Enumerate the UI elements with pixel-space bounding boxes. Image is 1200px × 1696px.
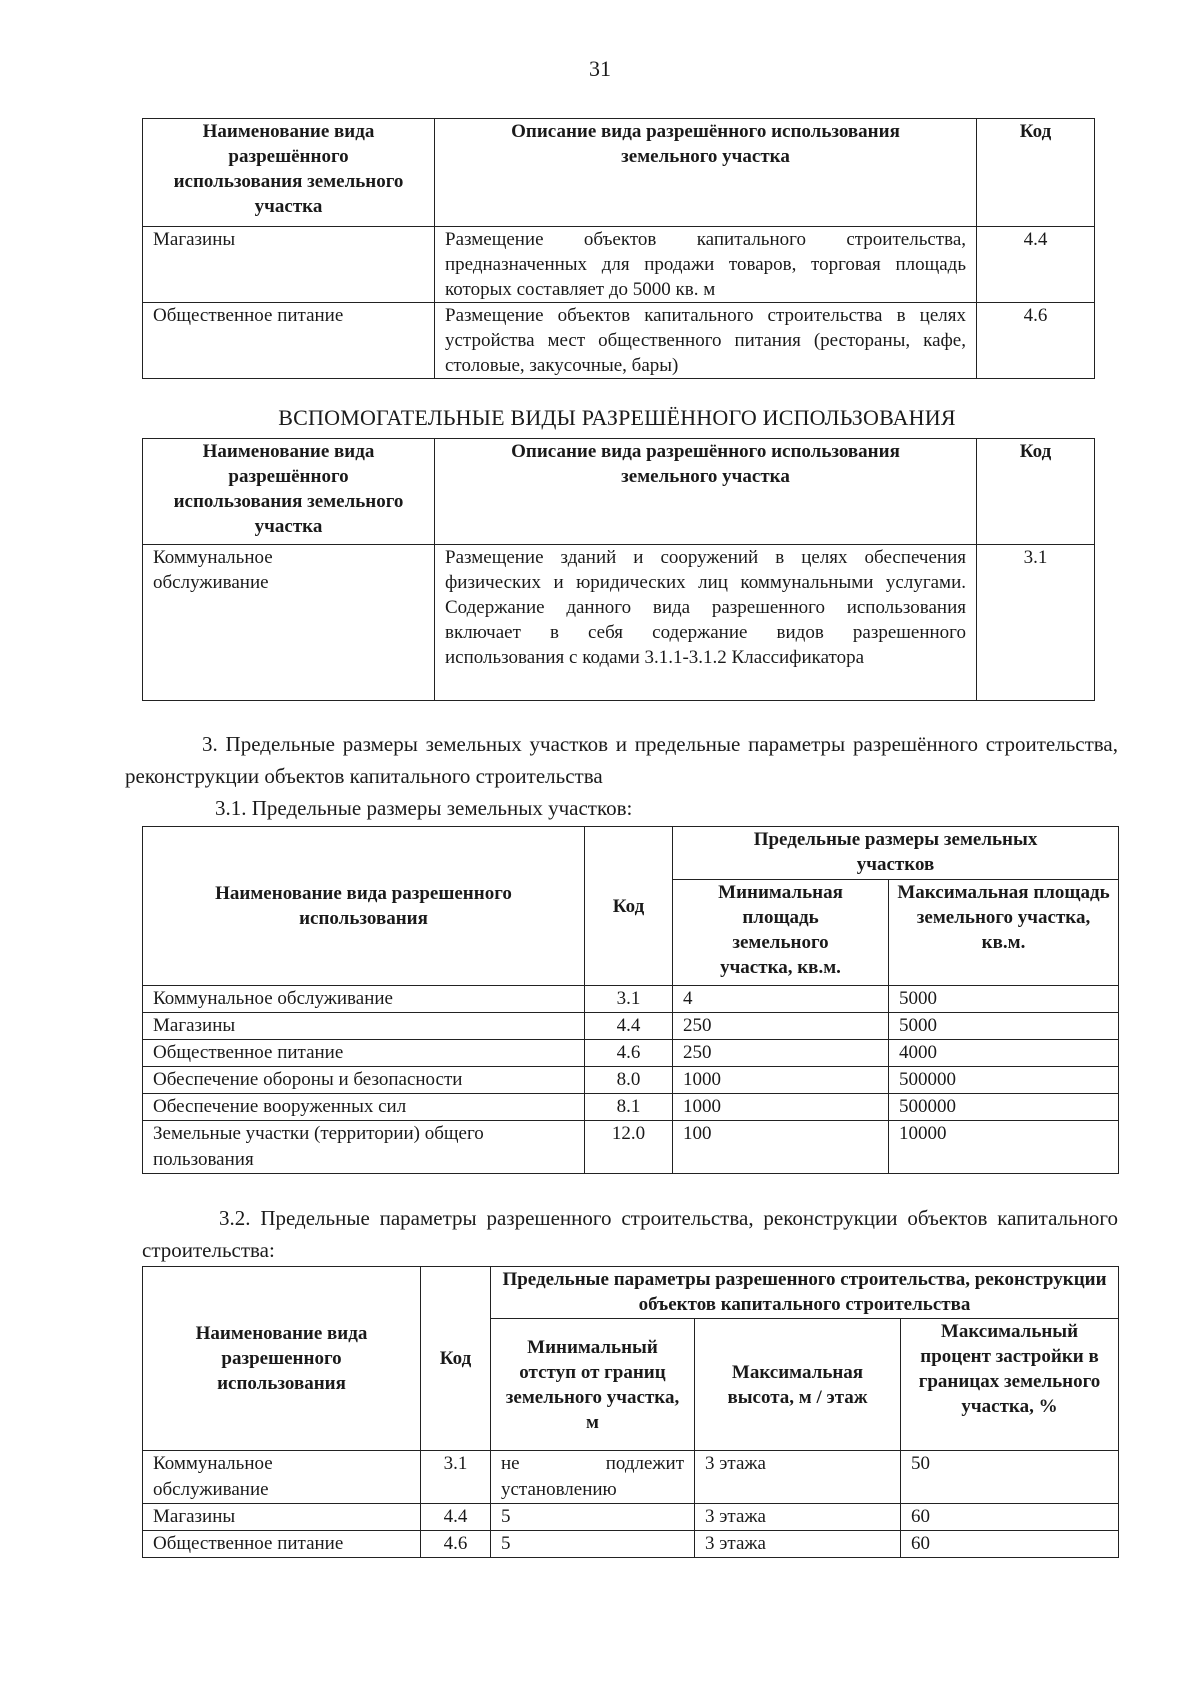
header-name: Наименование вида разрешённого использования земельного участка (143, 439, 435, 545)
row-code: 4.6 (421, 1531, 491, 1558)
auxiliary-uses-heading: ВСПОМОГАТЕЛЬНЫЕ ВИДЫ РАЗРЕШЁННОГО ИСПОЛЬЗОВАНИЯ (278, 405, 956, 430)
row-max-height: 3 этажа (695, 1451, 901, 1504)
header-description: Описание вида разрешённого использования земельного участка (435, 119, 977, 227)
table-header-row (143, 1267, 1119, 1319)
row-max-coverage: 50 (901, 1451, 1119, 1504)
page-number: 31 (589, 56, 611, 81)
header-name: Наименование вида разрешенного использования (143, 1267, 421, 1451)
row-min-area: 1000 (673, 1094, 889, 1121)
row-min-area: 250 (673, 1040, 889, 1067)
row-name: Коммунальное обслуживание (143, 545, 435, 701)
row-max-area: 5000 (889, 986, 1119, 1013)
table-row (143, 303, 1095, 379)
table-row (143, 1013, 1119, 1040)
row-name: Общественное питание (143, 303, 435, 379)
header-min-area: Минимальная площадь земельного участка, кв.м. (673, 880, 889, 986)
row-description: Размещение объектов капитального строительства в целях устройства мест общественного питания (рестораны, кафе, столовые, закусочные, бары) (435, 303, 977, 379)
row-code: 12.0 (585, 1121, 673, 1174)
row-description: Размещение объектов капитального строительства, предназначенных для продажи товаров, торговая площадь которых составляет до 5000 кв. м (435, 227, 977, 303)
header-size-group: Предельные размеры земельных участков (673, 827, 1119, 880)
row-min-area: 4 (673, 986, 889, 1013)
table-row (143, 1121, 1119, 1174)
row-name: Магазины (143, 1013, 585, 1040)
row-code: 4.4 (585, 1013, 673, 1040)
section-3-1-text: 3.1. Предельные размеры земельных участков: (215, 796, 633, 820)
row-code: 3.1 (977, 545, 1095, 701)
row-name: Магазины (143, 1504, 421, 1531)
section-3-text: 3. Предельные размеры земельных участков и предельные параметры разрешённого строительства, реконструкции объектов капитального строительства (125, 732, 1118, 788)
table-row (143, 1451, 1119, 1504)
row-max-height: 3 этажа (695, 1504, 901, 1531)
row-max-area: 4000 (889, 1040, 1119, 1067)
header-code: Код (977, 119, 1095, 227)
row-name: Коммунальное обслуживание (143, 986, 585, 1013)
row-min-area: 100 (673, 1121, 889, 1174)
row-max-area: 500000 (889, 1067, 1119, 1094)
row-name: Обеспечение вооруженных сил (143, 1094, 585, 1121)
row-code: 8.1 (585, 1094, 673, 1121)
table-row (143, 1040, 1119, 1067)
row-min-area: 1000 (673, 1067, 889, 1094)
row-code: 8.0 (585, 1067, 673, 1094)
table-row (143, 1531, 1119, 1558)
table-header-row (143, 439, 1095, 545)
row-code: 3.1 (421, 1451, 491, 1504)
row-max-coverage: 60 (901, 1504, 1119, 1531)
section-3-2-text: 3.2. Предельные параметры разрешенного строительства, реконструкции объектов капитального строительства: (142, 1206, 1118, 1262)
table-row (143, 986, 1119, 1013)
plot-sizes-table (142, 826, 1119, 1174)
row-max-area: 10000 (889, 1121, 1119, 1174)
row-setback: 5 (491, 1504, 695, 1531)
row-code: 4.6 (977, 303, 1095, 379)
row-max-height: 3 этажа (695, 1531, 901, 1558)
construction-params-table (142, 1266, 1119, 1558)
row-code: 3.1 (585, 986, 673, 1013)
table-row (143, 1094, 1119, 1121)
row-description: Размещение зданий и сооружений в целях обеспечения физических и юридических лиц коммунальными услугами. Содержание данного вида разрешенного использования включает в себя содержание видов разрешенного использования с кодами 3.1.1-3.1.2 Классификатора (435, 545, 977, 701)
row-code: 4.4 (421, 1504, 491, 1531)
row-name: Магазины (143, 227, 435, 303)
header-setback: Минимальный отступ от границ земельного участка, м (491, 1319, 695, 1451)
header-code: Код (585, 827, 673, 986)
row-name: Коммунальное обслуживание (143, 1451, 421, 1504)
header-name: Наименование вида разрешенного использования (143, 827, 585, 986)
row-code: 4.6 (585, 1040, 673, 1067)
row-name: Земельные участки (территории) общего пользования (143, 1121, 585, 1174)
header-params-group: Предельные параметры разрешенного строительства, реконструкции объектов капитального строительства (491, 1267, 1119, 1319)
header-max-area: Максимальная площадь земельного участка, кв.м. (889, 880, 1119, 986)
main-uses-table (142, 118, 1095, 379)
row-name: Обеспечение обороны и безопасности (143, 1067, 585, 1094)
row-min-area: 250 (673, 1013, 889, 1040)
table-row (143, 545, 1095, 701)
table-header-row (143, 827, 1119, 880)
header-code: Код (421, 1267, 491, 1451)
table-header-row (143, 119, 1095, 227)
row-name: Общественное питание (143, 1531, 421, 1558)
table-row (143, 227, 1095, 303)
row-max-area: 500000 (889, 1094, 1119, 1121)
row-max-area: 5000 (889, 1013, 1119, 1040)
row-code: 4.4 (977, 227, 1095, 303)
header-max-height: Максимальная высота, м / этаж (695, 1319, 901, 1451)
row-setback: 5 (491, 1531, 695, 1558)
row-name: Общественное питание (143, 1040, 585, 1067)
header-max-coverage: Максимальный процент застройки в границах земельного участка, % (901, 1319, 1119, 1451)
auxiliary-uses-table (142, 438, 1095, 701)
table-row (143, 1067, 1119, 1094)
header-name: Наименование вида разрешённого использования земельного участка (143, 119, 435, 227)
row-max-coverage: 60 (901, 1531, 1119, 1558)
header-code: Код (977, 439, 1095, 545)
table-row (143, 1504, 1119, 1531)
row-setback: не подлежит установлению (491, 1451, 695, 1504)
header-description: Описание вида разрешённого использования земельного участка (435, 439, 977, 545)
